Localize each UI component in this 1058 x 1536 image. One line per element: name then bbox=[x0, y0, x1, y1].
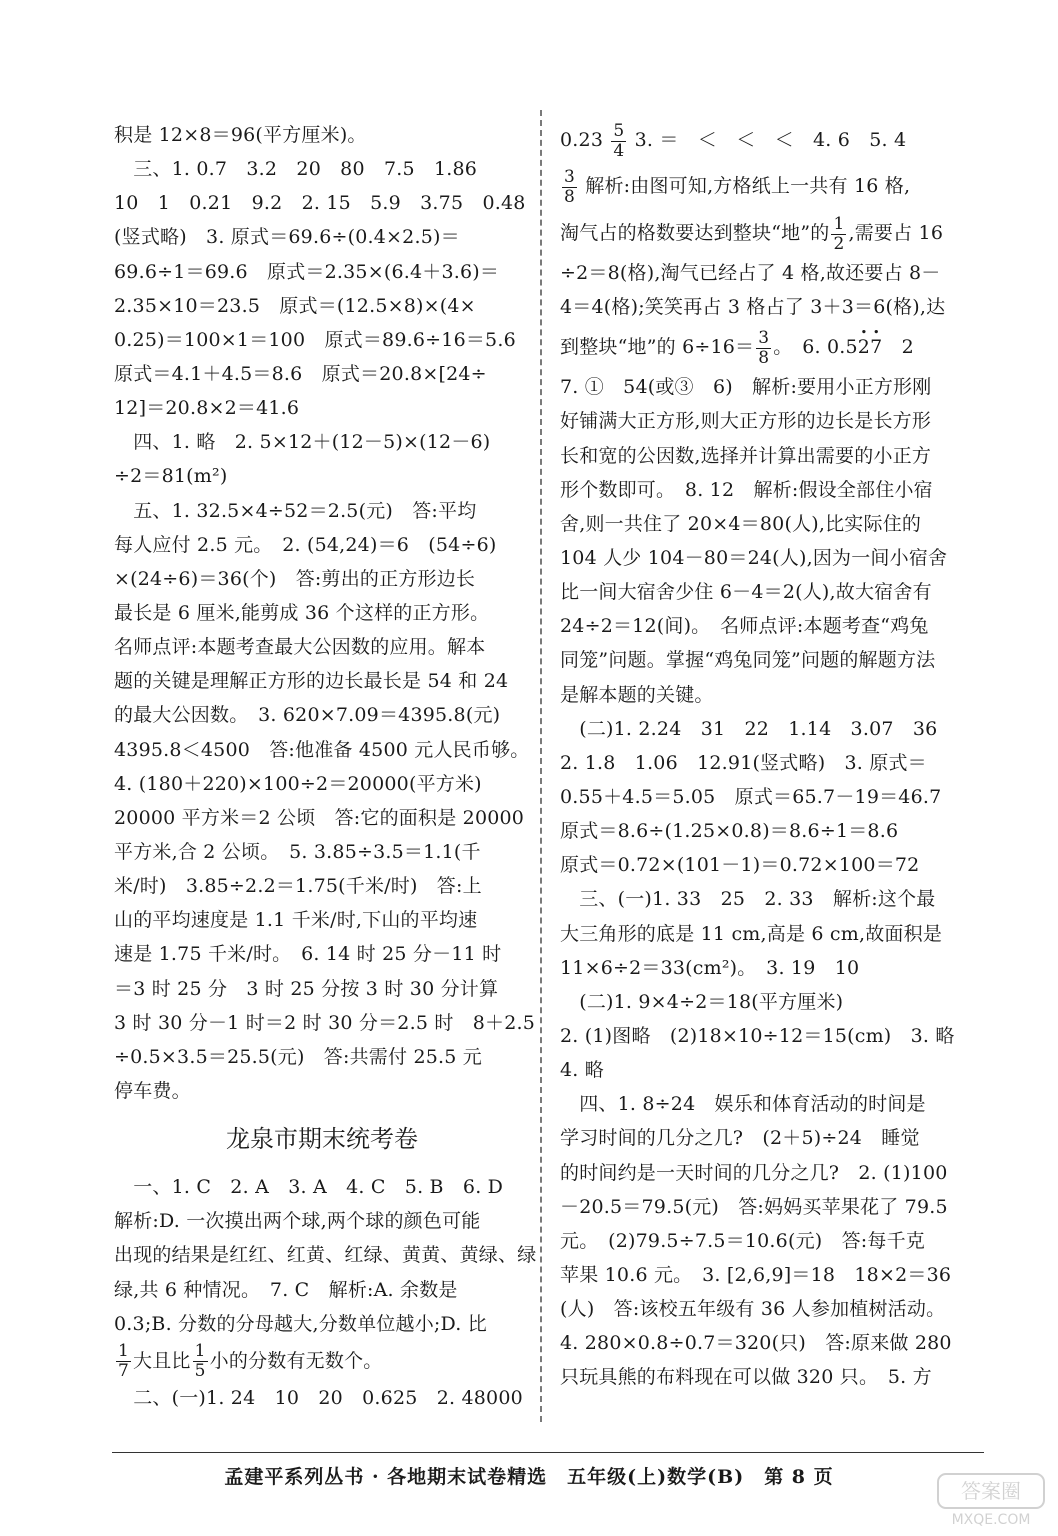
text-line: (二)1. 9×4÷2＝18(平方厘米) bbox=[560, 990, 844, 1013]
text-line: 4. (180＋220)×100÷2＝20000(平方米) bbox=[114, 772, 482, 795]
text-line: 只玩具熊的布料现在可以做 320 只。 5. 方 bbox=[560, 1366, 932, 1389]
fraction-numerator: 3 bbox=[758, 327, 770, 348]
text-line bbox=[114, 1341, 530, 1381]
text-line: 0.3;B. 分数的分母越大,分数单位越小;D. 比 bbox=[114, 1312, 487, 1335]
text-line: 积是 12×8＝96(平方厘米)。 bbox=[114, 124, 367, 146]
fraction bbox=[831, 213, 846, 254]
repeating-digit: . 2 bbox=[858, 324, 870, 370]
page-footer bbox=[0, 1462, 1058, 1489]
text-line: (二)1. 2.24 31 22 1.14 3.07 36 bbox=[560, 717, 938, 740]
text-line: 2. (1)图略 (2)18×10÷12＝15(cm) 3. 略 bbox=[560, 1024, 955, 1047]
text-line bbox=[560, 324, 984, 370]
fraction-numerator: 3 bbox=[564, 166, 576, 187]
text-line: 米/时) 3.85÷2.2＝1.75(千米/时) 答:上 bbox=[114, 875, 482, 898]
text-line: 学习时间的几分之几? (2＋5)÷24 睡觉 bbox=[560, 1127, 920, 1150]
text-line: 三、1. 0.7 3.2 20 80 7.5 1.86 bbox=[114, 158, 478, 181]
text-line: 2. 1.8 1.06 12.91(竖式略) 3. 原式＝ bbox=[560, 751, 927, 774]
text-line: 20000 平方米＝2 公顷 答:它的面积是 20000 bbox=[114, 806, 525, 829]
text-line bbox=[560, 210, 984, 256]
text-line: 0.25)＝100×1＝100 原式＝89.6÷16＝5.6 bbox=[114, 328, 516, 351]
text-line: 四、1. 8÷24 娱乐和体育活动的时间是 bbox=[560, 1093, 926, 1116]
text-line: 一、1. C 2. A 3. A 4. C 5. B 6. D bbox=[114, 1176, 504, 1199]
text-line: 同笼”问题。掌握“鸡兔同笼”问题的解题方法 bbox=[560, 649, 936, 672]
text-line: ÷0.5×3.5＝25.5(元) 答:共需付 25.5 元 bbox=[114, 1045, 482, 1068]
text-line: 的最大公因数。 3. 620×7.09＝4395.8(元) bbox=[114, 704, 501, 727]
text-run: ,需要占 16 bbox=[848, 222, 944, 244]
text-line: 原式＝4.1＋4.5＝8.6 原式＝20.8×[24÷ bbox=[114, 362, 487, 385]
text-line: 苹果 10.6 元。 3. [2,6,9]＝18 18×2＝36 bbox=[560, 1263, 952, 1286]
text-line: 4. 280×0.8÷0.7＝320(只) 答:原来做 280 bbox=[560, 1332, 952, 1355]
text-run: 小的分数有无数个。 bbox=[209, 1349, 383, 1372]
text-line: ＝3 时 25 分 3 时 25 分按 3 时 30 分计算 bbox=[114, 977, 499, 1000]
text-line: 4395.8＜4500 答:他准备 4500 元人民币够。 bbox=[114, 738, 530, 761]
text-line: 12]＝20.8×2＝41.6 bbox=[114, 397, 300, 420]
fraction-denominator: 4 bbox=[613, 140, 625, 161]
text-line: ×(24÷6)＝36(个) 答:剪出的正方形边长 bbox=[114, 567, 476, 590]
text-line: 四、1. 略 2. 5×12＋(12－5)×(12－6) bbox=[114, 431, 491, 454]
right-column bbox=[560, 118, 984, 1395]
text-line: 原式＝0.72×(101－1)＝0.72×100＝72 bbox=[560, 854, 920, 877]
text-line bbox=[560, 162, 984, 210]
text-line: 11×6÷2＝33(cm²)。 3. 19 10 bbox=[560, 956, 860, 979]
left-column bbox=[114, 118, 537, 1415]
text-line: 绿,共 6 种情况。 7. C 解析:A. 余数是 bbox=[114, 1278, 458, 1301]
text-line: 长和宽的公因数,选择并计算出需要的小正方 bbox=[560, 444, 932, 467]
text-line: 2.35×10＝23.5 原式＝(12.5×8)×(4× bbox=[114, 294, 476, 317]
fraction bbox=[562, 166, 577, 207]
text-run: 解析:由图可知,方格纸上一共有 16 格, bbox=[579, 175, 911, 197]
text-line: 出现的结果是红红、红黄、红绿、黄黄、黄绿、绿 bbox=[114, 1244, 537, 1267]
fraction bbox=[116, 1343, 131, 1380]
column-divider bbox=[540, 110, 542, 1422]
fraction-numerator: 1 bbox=[194, 1341, 206, 1362]
svg-text:答案圈: 答案圈 bbox=[961, 1479, 1021, 1503]
text-line: 每人应付 2.5 元。 2. (54,24)＝6 (54÷6) bbox=[114, 533, 497, 556]
text-line: 名师点评:本题考查最大公因数的应用。解本 bbox=[114, 636, 486, 659]
text-run: 3. ＝ ＜ ＜ ＜ 4. 6 5. 4 bbox=[628, 129, 907, 151]
text-line: 的时间约是一天时间的几分之几? 2. (1)100 bbox=[560, 1161, 948, 1184]
text-line: 4＝4(格);笑笑再占 3 格占了 3＋3＝6(格),达 bbox=[560, 296, 946, 319]
fraction bbox=[193, 1343, 208, 1380]
text-line: (竖式略) 3. 原式＝69.6÷(0.4×2.5)＝ bbox=[114, 226, 460, 249]
fraction-denominator: 2 bbox=[833, 233, 845, 254]
text-line bbox=[560, 118, 984, 162]
fraction-denominator: 7 bbox=[118, 1361, 130, 1382]
text-line: 题的关键是理解正方形的边长最长是 54 和 24 bbox=[114, 670, 509, 693]
text-line: 原式＝8.6÷(1.25×0.8)＝8.6÷1＝8.6 bbox=[560, 820, 899, 843]
footer-rule bbox=[112, 1452, 984, 1453]
text-line: 二、(一)1. 24 10 20 0.625 2. 48000 bbox=[114, 1386, 523, 1409]
svg-text:MXQE.COM: MXQE.COM bbox=[951, 1512, 1031, 1528]
text-line: 69.6÷1＝69.6 原式＝2.35×(6.4＋3.6)＝ bbox=[114, 260, 500, 283]
text-line: 五、1. 32.5×4÷52＝2.5(元) 答:平均 bbox=[114, 499, 477, 522]
text-line: 104 人少 104－80＝24(人),因为一间小宿舍 bbox=[560, 546, 948, 569]
text-run: 淘气占的格数要达到整块“地”的 bbox=[560, 222, 830, 244]
text-line: 三、(一)1. 33 25 2. 33 解析:这个最 bbox=[560, 888, 936, 911]
fraction-numerator: 1 bbox=[833, 213, 845, 234]
section-title: 龙泉市期末统考卷 bbox=[226, 1125, 418, 1154]
footer-text: 孟建平系列丛书 · 各地期末试卷精选 五年级(上)数学(B) 第 8 页 bbox=[224, 1466, 834, 1488]
text-line: 形个数即可。 8. 12 解析:假设全部住小宿 bbox=[560, 478, 933, 501]
text-line: 是解本题的关键。 bbox=[560, 683, 714, 706]
watermark-logo bbox=[936, 1472, 1046, 1528]
text-line: 0.55＋4.5＝5.05 原式＝65.7－19＝46.7 bbox=[560, 785, 942, 808]
text-line: 10 1 0.21 9.2 2. 15 5.9 3.75 0.48 bbox=[114, 192, 526, 215]
text-line: 速是 1.75 千米/时。 6. 14 时 25 分－11 时 bbox=[114, 943, 502, 966]
text-line: 7. ① 54(或③ 6) 解析:要用小正方形刚 bbox=[560, 376, 932, 399]
text-line: 舍,则一共住了 20×4＝80(人),比实际住的 bbox=[560, 512, 922, 535]
fraction-denominator: 5 bbox=[194, 1361, 206, 1382]
fraction-denominator: 8 bbox=[758, 347, 770, 368]
text-line: 比一间大宿舍少住 6－4＝2(人),故大宿舍有 bbox=[560, 581, 932, 604]
fraction bbox=[756, 327, 771, 368]
text-run: 大且比 bbox=[133, 1349, 191, 1372]
fraction-numerator: 5 bbox=[613, 120, 625, 141]
text-line: 停车费。 bbox=[114, 1079, 191, 1102]
text-line: 山的平均速度是 1.1 千米/时,下山的平均速 bbox=[114, 909, 478, 932]
fraction-denominator: 8 bbox=[564, 186, 576, 207]
text-line: 3 时 30 分－1 时＝2 时 30 分＝2.5 时 8＋2.5 bbox=[114, 1011, 536, 1034]
repeating-digit: . 7 bbox=[870, 324, 882, 370]
text-line: －20.5＝79.5(元) 答:妈妈买苹果花了 79.5 bbox=[560, 1195, 948, 1218]
text-line: 元。 (2)79.5÷7.5＝10.6(元) 答:每千克 bbox=[560, 1229, 925, 1252]
text-run: 0.23 bbox=[560, 129, 610, 151]
text-line: 平方米,合 2 公顷。 5. 3.85÷3.5＝1.1(千 bbox=[114, 840, 481, 863]
text-line: 最长是 6 厘米,能剪成 36 个这样的正方形。 bbox=[114, 601, 490, 624]
text-run: 到整块“地”的 6÷16＝ bbox=[560, 336, 755, 359]
text-line: ÷2＝8(格),淘气已经占了 4 格,故还要占 8－ bbox=[560, 262, 941, 284]
text-line: 4. 略 bbox=[560, 1059, 604, 1082]
fraction bbox=[611, 120, 626, 161]
fraction-numerator: 1 bbox=[118, 1341, 130, 1362]
text-line: 好铺满大正方形,则大正方形的边长是长方形 bbox=[560, 410, 932, 433]
text-line: 大三角形的底是 11 cm,高是 6 cm,故面积是 bbox=[560, 922, 943, 945]
text-line: 24÷2＝12(间)。 名师点评:本题考查“鸡兔 bbox=[560, 615, 929, 638]
text-line: ÷2＝81(m²) bbox=[114, 465, 228, 488]
text-run: 。 6. 0.5 bbox=[773, 336, 858, 359]
text-line: (人) 答:该校五年级有 36 人参加植树活动。 bbox=[560, 1298, 946, 1321]
text-line: 解析:D. 一次摸出两个球,两个球的颜色可能 bbox=[114, 1210, 481, 1233]
text-run: 2 bbox=[882, 336, 914, 359]
